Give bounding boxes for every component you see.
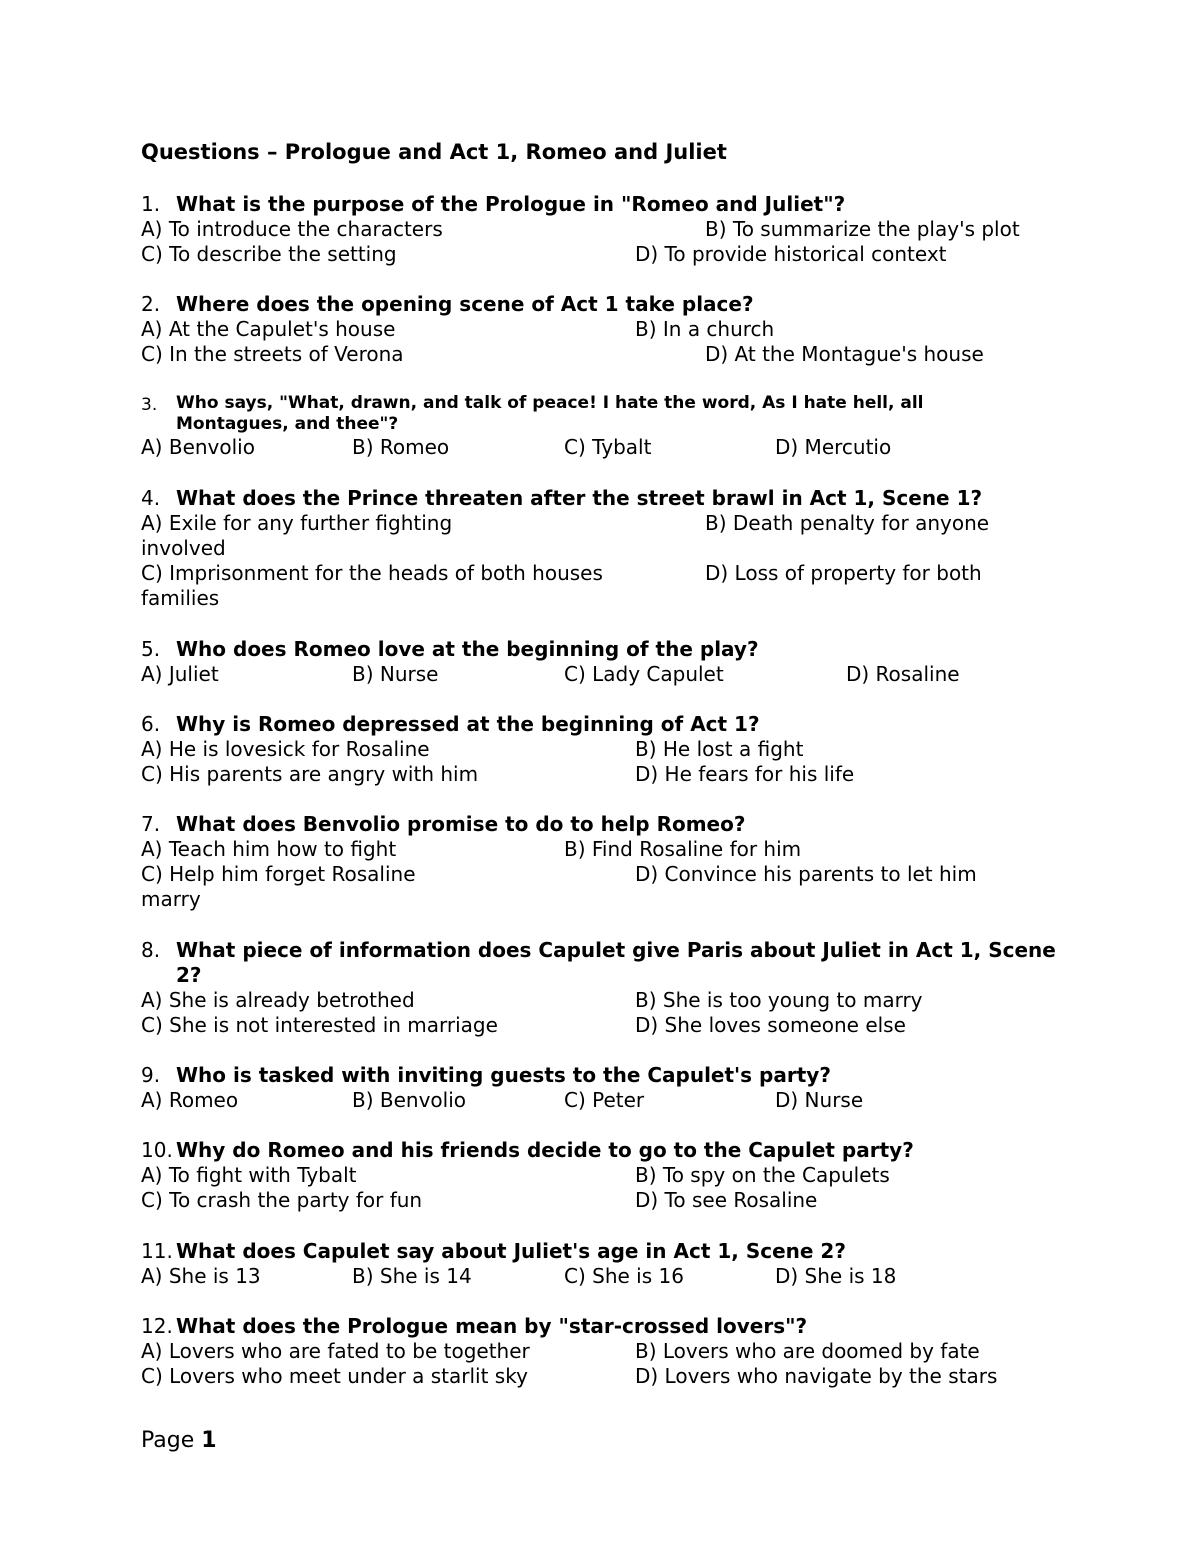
page-label: Page	[141, 1428, 195, 1453]
question-text: Who does Romeo love at the beginning of the play?	[176, 637, 759, 661]
question-number: 12.	[141, 1314, 173, 1338]
option-a: A) Juliet	[141, 662, 219, 686]
question-5	[141, 637, 1061, 687]
question-1	[141, 192, 1061, 267]
question-8	[141, 938, 1061, 1038]
option-a: A) He is lovesick for Rosaline	[141, 737, 430, 761]
option-d: D) She is 18	[775, 1264, 897, 1288]
option-c: C) She is not interested in marriage	[141, 1013, 498, 1037]
option-a: A) She is already betrothed	[141, 988, 415, 1012]
option-d: D) He fears for his life	[635, 762, 855, 786]
option-c: C) His parents are angry with him	[141, 762, 479, 786]
option-c: C) Peter	[564, 1088, 645, 1112]
option-c: C) Help him forget Rosaline	[141, 862, 416, 886]
question-text: What does Capulet say about Juliet's age in Act 1, Scene 2?	[176, 1239, 846, 1263]
option-b: B) Benvolio	[352, 1088, 467, 1112]
question-number: 5.	[141, 637, 161, 661]
option-b: B) He lost a fight	[635, 737, 804, 761]
question-text: What does Benvolio promise to do to help Romeo?	[176, 812, 746, 836]
question-number: 10.	[141, 1138, 173, 1162]
option-b: B) Romeo	[352, 435, 450, 459]
question-number: 11.	[141, 1239, 173, 1263]
option-c: C) To describe the setting	[141, 242, 397, 266]
page-number: 1	[201, 1428, 217, 1453]
option-d: D) At the Montague's house	[705, 342, 984, 366]
option-d-continued: families	[141, 586, 220, 610]
option-d: D) Convince his parents to let him	[635, 862, 977, 886]
question-text: Where does the opening scene of Act 1 take place?	[176, 292, 754, 316]
option-a: A) Lovers who are fated to be together	[141, 1339, 530, 1363]
option-d: D) Loss of property for both	[705, 561, 982, 585]
question-text: What does the Prologue mean by "star-crossed lovers"?	[176, 1314, 808, 1338]
option-d: D) Nurse	[775, 1088, 864, 1112]
question-text: Why do Romeo and his friends decide to go to the Capulet party?	[176, 1138, 914, 1162]
question-text: Who says, "What, drawn, and talk of peace! I hate the word, As I hate hell, all Montagues, and thee"?	[176, 393, 924, 434]
option-b: B) She is too young to marry	[635, 988, 923, 1012]
option-d: D) Rosaline	[846, 662, 960, 686]
question-7	[141, 812, 1061, 912]
option-b: B) In a church	[635, 317, 775, 341]
option-d: D) To provide historical context	[635, 242, 947, 266]
option-a: A) To fight with Tybalt	[141, 1163, 357, 1187]
question-number: 9.	[141, 1063, 161, 1087]
question-9	[141, 1063, 1061, 1113]
option-c: C) Tybalt	[564, 435, 652, 459]
option-b: B) Nurse	[352, 662, 439, 686]
question-text: What piece of information does Capulet give Paris about Juliet in Act 1, Scene 2?	[176, 938, 1056, 987]
option-a: A) To introduce the characters	[141, 217, 443, 241]
page-title: Questions – Prologue and Act 1, Romeo and Juliet	[141, 140, 727, 164]
question-text: Who is tasked with inviting guests to the Capulet's party?	[176, 1063, 831, 1087]
option-b: B) She is 14	[352, 1264, 472, 1288]
question-number: 7.	[141, 812, 161, 836]
option-d: D) She loves someone else	[635, 1013, 906, 1037]
option-c: C) To crash the party for fun	[141, 1188, 423, 1212]
question-12	[141, 1314, 1061, 1389]
option-c: C) Lady Capulet	[564, 662, 724, 686]
option-c: C) In the streets of Verona	[141, 342, 404, 366]
option-c: C) Lovers who meet under a starlit sky	[141, 1364, 528, 1388]
question-text: What is the purpose of the Prologue in "Romeo and Juliet"?	[176, 192, 846, 216]
question-6	[141, 712, 1061, 787]
option-d: D) Mercutio	[775, 435, 892, 459]
question-10	[141, 1138, 1061, 1213]
option-c: C) She is 16	[564, 1264, 684, 1288]
option-a: A) Teach him how to fight	[141, 837, 397, 861]
option-b: B) Find Rosaline for him	[564, 837, 802, 861]
question-4	[141, 486, 1061, 611]
option-b: B) To spy on the Capulets	[635, 1163, 890, 1187]
question-number: 6.	[141, 712, 161, 736]
question-number: 4.	[141, 486, 161, 510]
question-number: 1.	[141, 192, 161, 216]
option-d-continued: marry	[141, 887, 201, 911]
question-3	[141, 393, 1061, 460]
question-11	[141, 1239, 1061, 1289]
option-b: B) Lovers who are doomed by fate	[635, 1339, 980, 1363]
question-number: 3.	[141, 395, 158, 415]
option-d: D) To see Rosaline	[635, 1188, 818, 1212]
option-a: A) Exile for any further fighting	[141, 511, 453, 535]
option-b-continued: involved	[141, 536, 226, 560]
question-number: 2.	[141, 292, 161, 316]
option-b: B) To summarize the play's plot	[705, 217, 1020, 241]
option-c: C) Imprisonment for the heads of both houses	[141, 561, 603, 585]
option-b: B) Death penalty for anyone	[705, 511, 990, 535]
question-2	[141, 292, 1061, 367]
page-footer	[141, 1428, 217, 1453]
question-text: Why is Romeo depressed at the beginning of Act 1?	[176, 712, 760, 736]
option-a: A) Benvolio	[141, 435, 255, 459]
question-text: What does the Prince threaten after the street brawl in Act 1, Scene 1?	[176, 486, 983, 510]
option-d: D) Lovers who navigate by the stars	[635, 1364, 998, 1388]
option-a: A) At the Capulet's house	[141, 317, 396, 341]
option-a: A) Romeo	[141, 1088, 239, 1112]
option-a: A) She is 13	[141, 1264, 261, 1288]
question-number: 8.	[141, 938, 161, 962]
